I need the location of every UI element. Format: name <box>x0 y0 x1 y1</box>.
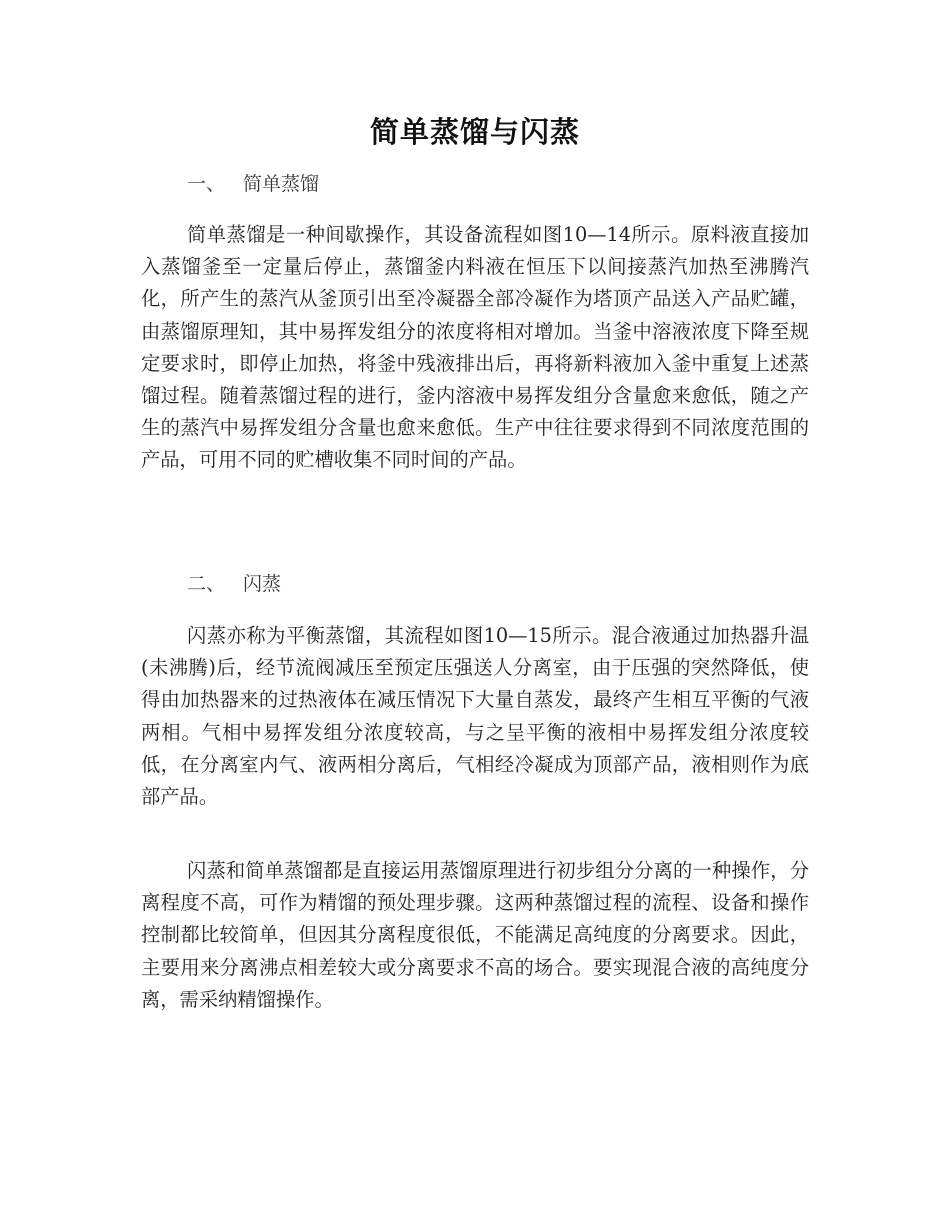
section-title-2: 闪蒸 <box>243 573 282 595</box>
section-heading-1 <box>187 170 319 198</box>
section-title-1: 简单蒸馏 <box>243 173 320 195</box>
paragraph-simple-distillation: 简单蒸馏是一种间歇操作，其设备流程如图10—14所示。原料液直接加入蒸馏釜至一定量后停止，蒸馏釜内料液在恒压下以间接蒸汽加热至沸腾汽化，所产生的蒸汽从釜顶引出至冷凝器全部冷凝作为塔顶产品送入产品贮罐，由蒸馏原理知，其中易挥发组分的浓度将相对增加。当釜中溶液浓度下降至规定要求时，即停止加热，将釜中残液排出后，再将新料液加入釜中重复上述蒸馏过程。随着蒸馏过程的进行，釜内溶液中易挥发组分含量愈来愈低，随之产生的蒸汽中易挥发组分含量也愈来愈低。生产中往往要求得到不同浓度范围的产品，可用不同的贮槽收集不同时间的产品。 <box>141 223 809 472</box>
section-number-1: 一、 <box>187 173 226 195</box>
section-heading-2 <box>187 570 281 598</box>
paragraph-flash-distillation: 闪蒸亦称为平衡蒸馏，其流程如图10—15所示。混合液通过加热器升温(未沸腾)后，经节流阀减压至预定压强送人分离室，由于压强的突然降低，使得由加热器来的过热液体在减压情况下大量自蒸发，最终产生相互平衡的气液两相。气相中易挥发组分浓度较高，与之呈平衡的液相中易挥发组分浓度较低，在分离室内气、液两相分离后，气相经冷凝成为顶部产品，液相则作为底部产品。 <box>141 624 809 809</box>
paragraph-comparison: 闪蒸和简单蒸馏都是直接运用蒸馏原理进行初步组分分离的一种操作，分离程度不高，可作为精馏的预处理步骤。这两种蒸馏过程的流程、设备和操作控制都比较简单，但因其分离程度很低，不能满足高纯度的分离要求。因此，主要用来分离沸点相差较大或分离要求不高的场合。要实现混合液的高纯度分离，需采纳精馏操作。 <box>141 859 809 1011</box>
section-number-2: 二、 <box>187 573 226 595</box>
document-title: 简单蒸馏与闪蒸 <box>369 115 580 149</box>
